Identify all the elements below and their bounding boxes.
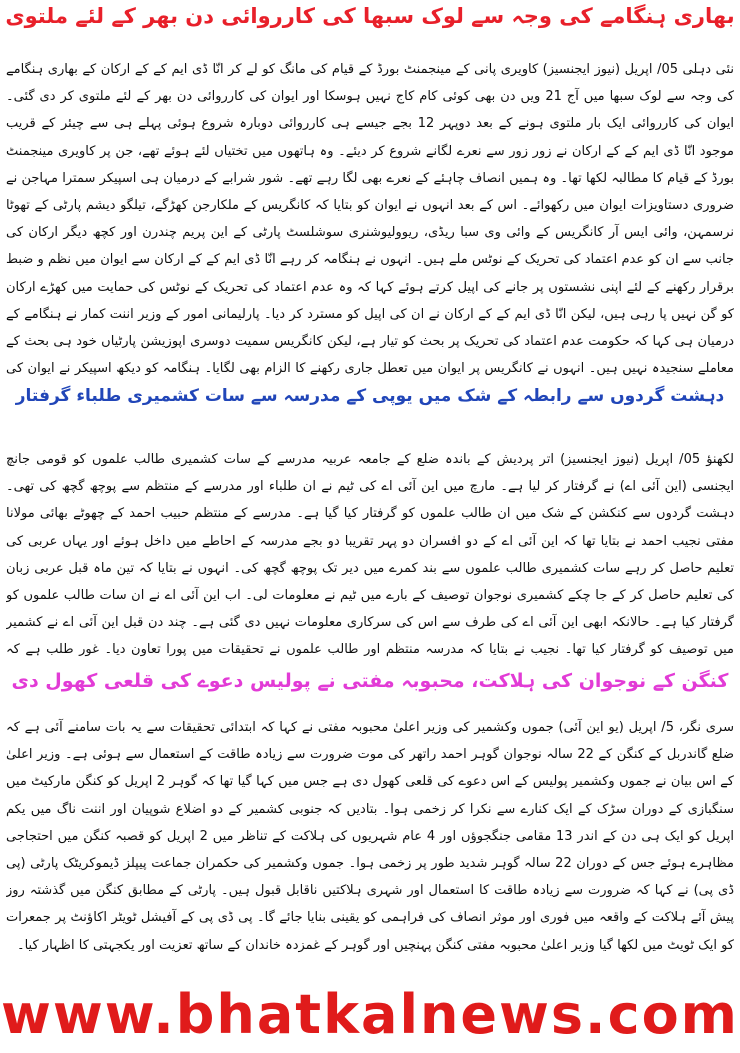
article-2-headline: دہشت گردوں سے رابطہ کے شک میں یوپی کے مدرسہ سے سات کشمیری طلباء گرفتار — [15, 386, 725, 406]
article-1-headline: بھاری ہنگامے کی وجہ سے لوک سبھا کی کارروائی دن بھر کے لئے ملتوی — [5, 4, 735, 28]
article-3-body: سری نگر، 5/ اپریل (یو این آئی) جموں وکشمیر کی وزیر اعلیٰ محبوبہ مفتی نے کہا کہ ابتدائی تحقیقات سے یہ بات سامنے آئی ہے کہ ضلع گاندربل کے کنگن کے 22 سالہ نوجوان گوہر احمد راتھر کی موت ضرورت سے زیادہ طاقت کے استعمال سے ہوئی ہے۔ وزیر اعلیٰ کے اس بیان نے جموں وکشمیر پولیس کے اس دعوے کی قلعی کھول دی ہے جس میں کہا گیا تھا کہ گوہر 2 اپریل کو کنگن مارکیٹ میں سنگبازی کے دوران سڑک کے ایک کنارے سے نکرا کر زخمی ہوا۔ بتادیں کہ جنوبی کشمیر کے دو اضلاع شوپیان اور اننت ناگ میں یکم اپریل کو ایک ہی دن کے اندر 13 مقامی جنگجوؤں اور 4 عام شہریوں کی ہلاکت کے تناظر میں 2 اپریل کو قصبہ کنگن میں احتجاجی مظاہرے ہوئے جس کے دوران 22 سالہ گوہر شدید طور پر زخمی ہوا۔ جموں وکشمیر کی حکمران جماعت پیپلز ڈیموکریٹک پارٹی (پی ڈی پی) نے کہا کہ ضرورت سے زیادہ طاقت کا استعمال اور شہری ہلاکتیں ناقابل قبول ہیں۔ پارٹی کے مطابق کنگن میں گذشتہ روز پیش آئے ہلاکت کے واقعہ میں فوری اور موثر انصاف کی فراہمی کو یقینی بنایا جائے گا۔ پی ڈی پی کے آفیشل ٹویٹر اکاؤنٹ پر جمعرات کو ایک ٹویٹ میں لکھا گیا وزیر اعلیٰ محبوبہ مفتی کنگن پہنچیں اور گوہر کے غمزدہ خاندان کے ساتھ تعزیت اور یکجہتی کا اظہار کیا۔ — [6, 720, 734, 953]
article-1-body: نئی دہلی 05/ اپریل (نیوز ایجنسیز) کاویری پانی کے مینجمنٹ بورڈ کے قیام کی مانگ کو لے کر انّا ڈی ایم کے کے ارکان کے بھاری ہنگامے کی وجہ سے لوک سبھا میں آج 21 ویں دن بھی کوئی کام کاج نہیں ہوسکا اور ایوان کی کارروائی دن بھر کے لئے ملتوی کر دی گئی۔ ایوان کی کارروائی ایک بار ملتوی ہونے کے بعد دوپہر 12 بجے جیسے ہی کارروائی دوبارہ شروع ہوئی پہلے ہی سے چیئر کے قریب موجود انّا ڈی ایم کے کے ارکان نے زور زور سے نعرے لگانے شروع کر دیئے۔ وہ ہاتھوں میں تختیاں لئے ہوئے تھے، جن پر کاویری مینجمنٹ بورڈ کے قیام کا مطالبہ لکھا تھا۔ وہ ہمیں انصاف چاہئے کے نعرے بھی لگا رہے تھے۔ شور شرابے کے درمیان ہی اسپیکر سمترا مہاجن نے ضروری دستاویزات ایوان میں رکھوائے۔ اس کے بعد انہوں نے ایوان کو بتایا کہ کانگریس کے ملکارجن کھڑگے، تیلگو دیشم پارٹی کے تھوٹا نرسمہن، وائی ایس آر کانگریس کے وائی وی سبا ریڈی، ریوولیوشنری سوشلسٹ پارٹی کے این پریم چندرن اور کچھ دیگر ارکان کی جانب سے ان کو عدم اعتماد کی تحریک کے نوٹس ملے ہیں۔ انہوں نے ہنگامہ کر رہے انّا ڈی ایم کے کے ارکان سے ایوان میں نظم و ضبط برقرار رکھنے کے لئے اپنی نشستوں پر جانے کی اپیل کرتے ہوئے کہا کہ وہ عدم اعتماد کی تحریک کے نوٹس کی حمایت میں کھڑے ارکان کو گن نہیں پا رہی ہیں، لیکن انّا ڈی ایم کے کے ارکان نے ان کی اپیل کو مسترد کر دیا۔ پارلیمانی امور کے وزیر اننت کمار نے ہنگامے کے درمیان ہی کہا کہ حکومت عدم اعتماد کی تحریک پر بحث کو تیار ہے، لیکن کانگریس سمیت دوسری اپوزیشن پارٹیاں خود ہی بحث کے معاملے سنجیدہ نہیں ہیں۔ انہوں نے کانگریس پر ایوان میں تعطل جاری رکھنے کا الزام بھی لگایا۔ ہنگامہ کو دیکھ اسپیکر نے ایوان کی — [6, 62, 734, 377]
website-banner: www.bhatkalnews.com — [1, 983, 739, 1046]
article-3-headline: کنگن کے نوجوان کی ہلاکت، محبوبہ مفتی نے پولیس دعوے کی قلعی کھول دی — [11, 670, 729, 692]
article-2-body: لکھنؤ 05/ اپریل (نیوز ایجنسیز) اتر پردیش کے باندہ ضلع کے جامعہ عربیہ مدرسے کے سات کشمیری طالب علموں کو قومی جانچ ایجنسی (این آئی اے) نے گرفتار کر لیا ہے۔ مارچ میں این آئی اے کی ٹیم نے ان طلباء اور مدرسے کے منتظم سے پوچھ گچھ کی تھی۔ دہشت گردوں سے کنکشن کے شک میں ان طالب علموں کو گرفتار کیا گیا ہے۔ مدرسے کے منتظم حبیب احمد کے چھوٹے بھائی مولانا مفتی نجیب احمد نے بتایا تھا کہ این آئی اے کے دو افسران دو پہر تقریبا دو بجے مدرسہ کے احاطے میں داخل ہوئے اور یہاں عربی کی تعلیم حاصل کر رہے سات کشمیری طالب علموں سے بند کمرے میں دیر تک پوچھ گچھ کی۔ انہوں نے بتایا کہ تین ماہ قبل عربی زبان کی تعلیم حاصل کر کے جا چکے کشمیری نوجوان توصیف کے بارے میں ٹیم نے معلومات لی۔ اب این آئی اے نے ان سات طالب علموں کو گرفتار کیا ہے۔ حالانکہ ابھی این آئی اے کی طرف سے اس کی سرکاری معلومات نہیں دی گئی ہے۔ چند دن قبل این آئی اے نے کشمیر میں توصیف کو گرفتار کیا تھا۔ نجیب نے بتایا کہ مدرسہ منتظم اور طالب علموں نے تحقیقات میں پورا تعاون دیا۔ غور طلب ہے کہ — [6, 452, 734, 658]
